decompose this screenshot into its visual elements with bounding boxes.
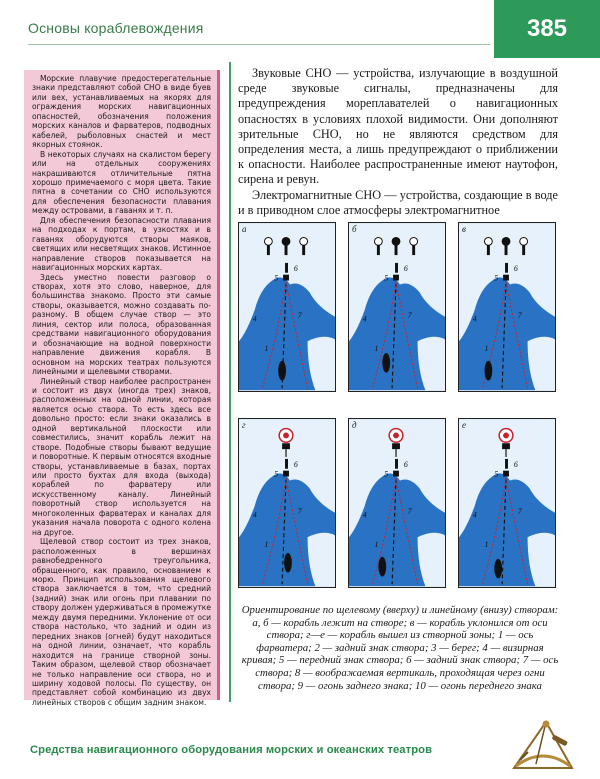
chart-schematic [349,223,445,391]
legend-number: 6 [403,263,408,273]
range-light-post [377,245,380,255]
legend-number: 7 [297,506,302,516]
panel-letter: е [462,420,466,430]
range-light [300,237,308,245]
front-mark [393,471,399,477]
range-light-post [522,245,525,255]
range-light [392,237,400,245]
figure-leading-lines [238,222,568,602]
legend-number: 5 [494,273,499,283]
sidebar-paragraph: Линейный створ наиболее распространен и состоит из двух (иногда трех) знаков, расположенных на одной линии, которая является осью створа. То есть здесь все довольно просто: если знаки оказались в одной вертикальной плоскости или совместились, значит корабль лежит на створе. Подобные створы бывают ведущие и поворотные. К первым относятся входные створы, устанавливаемые в базах, портах или просто бухтах для входа (выхода) кораблей по фарватеру или искусственному каналу. Линейный поворотный створ используется на многоколенных фарватерах и каналах для указания начала поворота с одного колена на другое. [32,376,211,537]
vessel-icon [378,557,386,577]
front-mark [283,275,289,281]
range-light [282,237,290,245]
range-light [410,237,418,245]
legend-number: 4 [252,510,257,520]
legend-number: 5 [274,273,279,283]
vessel-icon [484,361,492,381]
range-light-post [395,245,398,255]
legend-number: 7 [407,506,412,516]
sidebar-paragraph: Здесь уместно повести разговор о створах, хотя это слово, наверное, для большинства знакомо. Просто эти самые створы, оказывается, можно создавать по-разному. В общем случае створ — это линия, сектор или полоса, образованная средствами навигационного оборудования и обозначающие на водной поверхности направление движения корабля. В основном на морских театрах пользуются линейными и щелевыми створами. [32,272,211,377]
legend-number: 1 [264,540,269,550]
legend-number: 6 [403,459,408,469]
running-title: Основы кораблевождения [28,20,204,36]
figure-panel-d [348,418,446,588]
legend-number: 7 [407,310,412,320]
figure-panel-b [348,222,446,392]
figure-panel-g [238,418,336,588]
legend-number: 5 [384,469,389,479]
legend-number: 5 [384,273,389,283]
range-light [484,237,492,245]
front-mark [503,275,509,281]
sidebar-paragraph: Морские плавучие предостерегательные знаки представляют собой СНО в виде буев или вех, устанавливаемых на якорях для ограждения морских навигационных опасностей, обозначения положения морских каналов и фарватеров, подводных кабелей, рыболовных снастей и мест якорных стоянок. [32,74,211,150]
range-light-post [285,245,288,255]
rear-mark [395,263,398,273]
footer-title: Средства навигационного оборудования морских и океанских театров [30,744,433,756]
legend-number: 6 [513,263,518,273]
range-light-post [267,245,270,255]
range-light-post [487,245,490,255]
legend-number: 4 [472,510,477,520]
range-light [520,237,528,245]
legend-number: 4 [362,510,367,520]
rear-mark [505,459,508,469]
rear-mark [395,459,398,469]
rear-light-core [393,432,399,438]
legend-number: 4 [252,314,257,324]
sextant-icon [506,716,580,774]
sidebar-paragraph: В некоторых случаях на скалистом берегу или на отдельных сооружениях накрашиваются отличительные пятна хорошо примечаемого с моря цвета. Такие пятна в сочетании со СНО используются для обеспечения безопасности плавания между островами, в гаванях и т. п. [32,149,211,216]
vessel-icon [278,361,286,381]
front-light-sign [392,443,400,449]
range-light [502,237,510,245]
column-divider [229,62,231,702]
front-mark [283,471,289,477]
rear-mark [285,263,288,273]
legend-number: 1 [374,540,379,550]
chart-schematic [459,223,555,391]
chart-schematic [349,419,445,587]
caption-title: Ориентирование по щелевому (вверху) и линейному (внизу) створам: [241,604,559,616]
range-light-post [302,245,305,255]
legend-number: 6 [513,459,518,469]
main-paragraph: Звуковые СНО — устройства, излучающие в воздушной среде звуковые сигналы, предназначены для предупреждения мореплавателей о навигационных опасностях в условиях плохой видимости. Они дополняют зрительные СНО, но не являются средством для определения места, а лишь предупреждают о приближении к опасности. Наиболее распространенные имеют наутофон, сирена и ревун. [238,66,558,187]
panel-letter: д [352,420,357,430]
sidebar-note [24,70,220,707]
range-light-post [505,245,508,255]
page-number: 385 [494,0,600,58]
legend-number: 6 [293,459,298,469]
legend-number: 7 [517,506,522,516]
legend-number: 5 [274,469,279,479]
legend-number: 5 [494,469,499,479]
rear-light-core [503,432,509,438]
chart-schematic [459,419,555,587]
front-light-sign [502,443,510,449]
figure-panel-a [238,222,336,392]
figure-panel-e [458,418,556,588]
header-rule [28,44,490,45]
legend-number: 7 [517,310,522,320]
front-mark [503,471,509,477]
figure-caption [238,604,562,692]
range-light-post [412,245,415,255]
panel-letter: в [462,224,466,234]
panel-letter: б [352,224,357,234]
sidebar-paragraph: Щелевой створ состоит из трех знаков, расположенных в вершинах равнобедренного треугольника, обращенного, как правило, основанием к морю. Принцип использования щелевого створа заключается в том, что средний (задний) знак или огонь при плавании по створу должен удерживаться в промежутке между двумя передними. Уклонение от оси створа настолько, что задний и один из передних знаков (огней) будут находиться на одной линии, означает, что корабль находится на границе створной зоны. Таким образом, щелевой створ обозначает не только направление оси створа, но и ширину ходовой полосы. По существу, он представляет собой комбинацию из двух линейных створов с общим задним знаком. [32,537,211,707]
rear-mark [285,459,288,469]
range-light [264,237,272,245]
main-paragraph: Электромагнитные СНО — устройства, создающие в воде и в приводном слое атмосферы электромагнитное [238,187,558,217]
legend-number: 4 [362,314,367,324]
legend-number: 1 [374,344,379,354]
legend-number: 1 [484,540,489,550]
caption-body: а, б — корабль лежит на створе; в — корабль уклонился от оси створа; г—е — корабль вышел из створной зоны; 1 — ось фарватера; 2 — задний знак створа; 3 — берег; 4 — визирная кривая; 5 — передний знак створа; 6 — задний знак створа; 7 — ось створа; 8 — воображаемая вертикаль, проходящая через огни створа; 9 — огонь заднего знака; 10 — огонь переднего знака [241,616,559,692]
range-light [374,237,382,245]
front-mark [393,275,399,281]
chart-schematic [239,223,335,391]
panel-letter: г [242,420,246,430]
main-text [238,66,558,218]
rear-mark [505,263,508,273]
vessel-icon [382,353,390,373]
legend-number: 1 [484,344,489,354]
legend-number: 4 [472,314,477,324]
figure-panel-v [458,222,556,392]
vessel-icon [284,553,292,573]
front-light-sign [282,443,290,449]
vessel-icon [494,559,502,579]
legend-number: 6 [293,263,298,273]
legend-number: 7 [297,310,302,320]
legend-number: 1 [264,344,269,354]
sidebar-paragraph: Для обеспечения безопасности плавания на подходах к портам, в узкостях и в гаванях оборудуются створы маяков, светящих или несветящих знаков. Истинное направление створов показывается на навигационных морских картах. [32,215,211,273]
rear-light-core [283,432,289,438]
panel-letter: а [242,224,247,234]
chart-schematic [239,419,335,587]
